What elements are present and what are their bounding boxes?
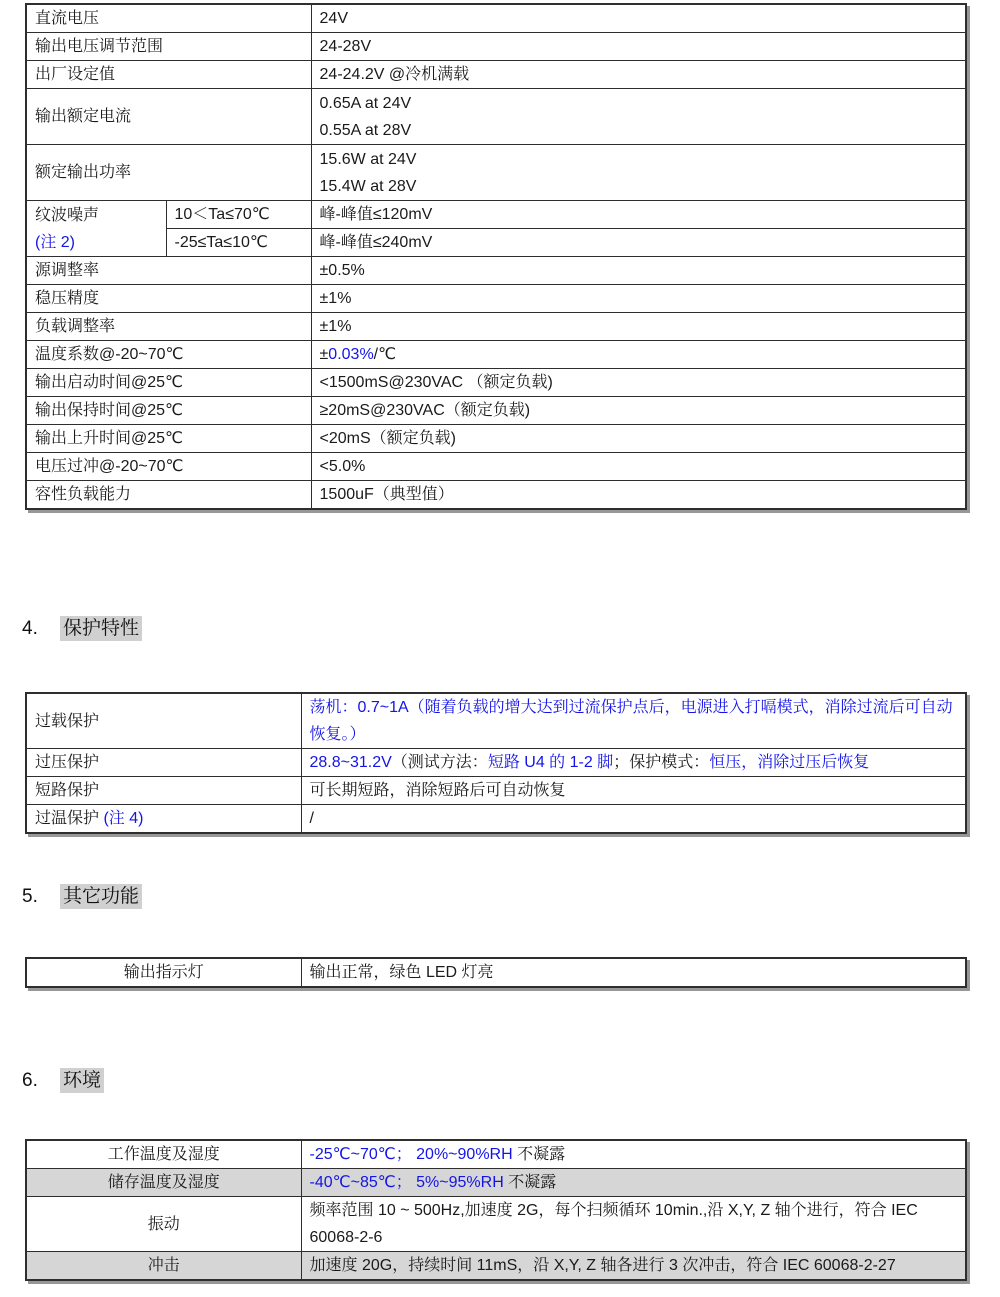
text-segment: 输出电压调节范围: [35, 38, 164, 55]
text-segment: 荡机：0.7~1A（随着负载的增大达到过流保护点后，电源进入打嗝模式，消除过流后可自动恢复。）: [309, 699, 953, 743]
table-row: [26, 453, 966, 481]
table-row: [26, 777, 966, 805]
row-label: [26, 33, 311, 61]
section-title: 环境: [60, 1068, 104, 1093]
row-label: [26, 1197, 301, 1252]
text-segment: 短路 U4 的 1-2 脚: [487, 754, 614, 771]
table-row: [26, 61, 966, 89]
row-value: [301, 1197, 966, 1252]
text-segment: ；保护模式：: [613, 754, 710, 771]
text-segment: 输出指示灯: [123, 964, 204, 981]
text-segment: 峰-峰值≤120mV: [319, 206, 433, 223]
row-value: [311, 397, 966, 425]
table-row: [26, 229, 966, 257]
row-label: [26, 201, 166, 257]
text-segment: 可长期短路，消除短路后可自动恢复: [309, 782, 566, 799]
text-segment: 输出上升时间@25℃: [35, 430, 184, 447]
text-segment: 15.6W at 24V: [319, 150, 417, 168]
text-segment: 10＜Ta≤70℃: [174, 206, 270, 223]
row-value: [301, 1252, 966, 1281]
section-heading-protection: [22, 616, 1000, 642]
row-label: [26, 341, 311, 369]
table-row: [26, 693, 966, 749]
row-value: [311, 4, 966, 33]
table-row: [26, 397, 966, 425]
text-segment: 15.4W at 28V: [319, 177, 417, 195]
text-segment: 输出正常，绿色 LED 灯亮: [309, 964, 494, 981]
text-segment: 短路保护: [35, 782, 100, 799]
row-value: [301, 749, 966, 777]
text-segment: ≥20mS@230VAC（额定负载): [319, 402, 531, 419]
row-value: [311, 341, 966, 369]
text-segment: 电压过冲@-20~70℃: [35, 458, 184, 475]
text-segment: 频率范围 10 ~ 500Hz,加速度 2G，每个扫频循环 10min.,沿 X,Y, Z 轴个进行，符合 IEC 60068-2-6: [309, 1202, 918, 1246]
text-segment: ±: [319, 346, 329, 363]
text-segment: ±0.5%: [319, 262, 365, 279]
row-value: [311, 453, 966, 481]
text-segment: （测试方法：: [391, 754, 488, 771]
text-segment: 冲击: [147, 1257, 180, 1274]
text-segment: ±1%: [319, 290, 352, 307]
row-label: [26, 481, 311, 510]
row-label: [26, 369, 311, 397]
table-row: [26, 805, 966, 834]
table-row: [26, 257, 966, 285]
section-title: 其它功能: [60, 884, 142, 909]
text-segment: 24V: [319, 10, 348, 27]
text-segment: 峰-峰值≤240mV: [319, 234, 433, 251]
table-row: [26, 201, 966, 229]
functions-table-body: [26, 958, 966, 987]
row-value: [311, 229, 966, 257]
text-segment: 0.65A at 24V: [319, 94, 412, 112]
text-segment: (注 2): [35, 233, 76, 251]
electrical-spec-table: [25, 3, 967, 510]
text-segment: <1500mS@230VAC （额定负载): [319, 374, 553, 391]
text-segment: 28.8~31.2V: [309, 754, 392, 771]
text-segment: 储存温度及湿度: [107, 1174, 220, 1191]
text-segment: 振动: [147, 1215, 180, 1233]
row-label: [26, 749, 301, 777]
text-segment: <20mS（额定负载): [319, 430, 456, 447]
row-value: [311, 257, 966, 285]
text-segment: /: [309, 810, 314, 827]
row-value: [311, 313, 966, 341]
text-segment: 出厂设定值: [35, 66, 116, 83]
row-label: [26, 145, 311, 201]
row-value: [311, 89, 966, 145]
text-segment: 容性负载能力: [35, 486, 132, 503]
text-segment: 不凝露: [512, 1146, 566, 1163]
text-segment: /℃: [373, 346, 397, 363]
table-row: [26, 33, 966, 61]
text-segment: 源调整率: [35, 262, 100, 279]
row-value: [311, 285, 966, 313]
row-value: [311, 61, 966, 89]
text-segment: 24-28V: [319, 38, 372, 55]
row-label: [26, 425, 311, 453]
row-value: [311, 33, 966, 61]
row-value: [311, 145, 966, 201]
text-segment: 过压保护: [35, 754, 100, 771]
table-row: [26, 481, 966, 510]
text-segment: 0.03%: [328, 346, 374, 363]
row-label: [26, 453, 311, 481]
row-label: [26, 1169, 301, 1197]
text-segment: -25℃~70℃； 20%~90%RH: [309, 1146, 513, 1163]
table-row: [26, 425, 966, 453]
row-value: [301, 958, 966, 987]
row-condition: [166, 201, 311, 229]
row-value: [301, 1140, 966, 1169]
text-segment: (注 4): [103, 810, 144, 827]
row-label: [26, 958, 301, 987]
row-label: [26, 89, 311, 145]
table-row: [26, 341, 966, 369]
table-row: [26, 1169, 966, 1197]
text-segment: 1500uF（典型值）: [319, 486, 454, 503]
text-segment: 纹波噪声: [35, 206, 100, 224]
section-title: 保护特性: [60, 616, 142, 641]
protection-table: [25, 692, 967, 834]
row-label: [26, 257, 311, 285]
row-label: [26, 805, 301, 834]
row-label: [26, 1140, 301, 1169]
table-row: [26, 1252, 966, 1281]
text-segment: 输出额定电流: [35, 108, 132, 125]
table-row: [26, 1140, 966, 1169]
row-label: [26, 693, 301, 749]
text-segment: 直流电压: [35, 10, 100, 27]
text-segment: 输出保持时间@25℃: [35, 402, 184, 419]
text-segment: <5.0%: [319, 458, 366, 475]
row-value: [311, 425, 966, 453]
environment-table-body: [26, 1140, 966, 1280]
row-label: [26, 1252, 301, 1281]
text-segment: 稳压精度: [35, 290, 100, 307]
row-value: [311, 369, 966, 397]
row-label: [26, 4, 311, 33]
table-row: [26, 313, 966, 341]
row-label: [26, 397, 311, 425]
section-number: 6.: [22, 1070, 38, 1091]
electrical-spec-body: [26, 4, 966, 509]
text-segment: 不凝露: [503, 1174, 557, 1191]
table-row: [26, 285, 966, 313]
row-label: [26, 61, 311, 89]
text-segment: 输出启动时间@25℃: [35, 374, 184, 391]
row-value: [301, 805, 966, 834]
environment-table: [25, 1139, 967, 1281]
row-value: [301, 777, 966, 805]
table-row: [26, 89, 966, 145]
section-heading-functions: [22, 884, 1000, 910]
text-segment: 额定输出功率: [35, 164, 132, 181]
text-segment: ±1%: [319, 318, 352, 335]
text-segment: -40℃~85℃； 5%~95%RH: [309, 1174, 504, 1191]
row-value: [311, 481, 966, 510]
row-label: [26, 285, 311, 313]
table-row: [26, 749, 966, 777]
row-value: [301, 693, 966, 749]
row-label: [26, 777, 301, 805]
row-value: [311, 201, 966, 229]
text-segment: 恒压，消除过压后恢复: [709, 754, 870, 771]
section-number: 5.: [22, 886, 38, 907]
table-row: [26, 4, 966, 33]
text-segment: 过温保护: [35, 810, 104, 827]
functions-table: [25, 957, 967, 988]
text-segment: 24-24.2V @冷机满载: [319, 66, 470, 83]
text-segment: 负载调整率: [35, 318, 116, 335]
text-segment: 工作温度及湿度: [107, 1146, 220, 1163]
text-segment: 过载保护: [35, 712, 100, 730]
row-condition: [166, 229, 311, 257]
table-row: [26, 958, 966, 987]
section-number: 4.: [22, 618, 38, 639]
row-label: [26, 313, 311, 341]
table-row: [26, 145, 966, 201]
text-segment: 0.55A at 28V: [319, 121, 412, 139]
text-segment: -25≤Ta≤10℃: [174, 234, 268, 251]
table-row: [26, 369, 966, 397]
text-segment: 温度系数@-20~70℃: [35, 346, 184, 363]
table-row: [26, 1197, 966, 1252]
section-heading-environment: [22, 1068, 1000, 1094]
text-segment: 加速度 20G，持续时间 11mS，沿 X,Y, Z 轴各进行 3 次冲击，符合 IEC 60068-2-27: [309, 1257, 896, 1274]
row-value: [301, 1169, 966, 1197]
protection-table-body: [26, 693, 966, 833]
